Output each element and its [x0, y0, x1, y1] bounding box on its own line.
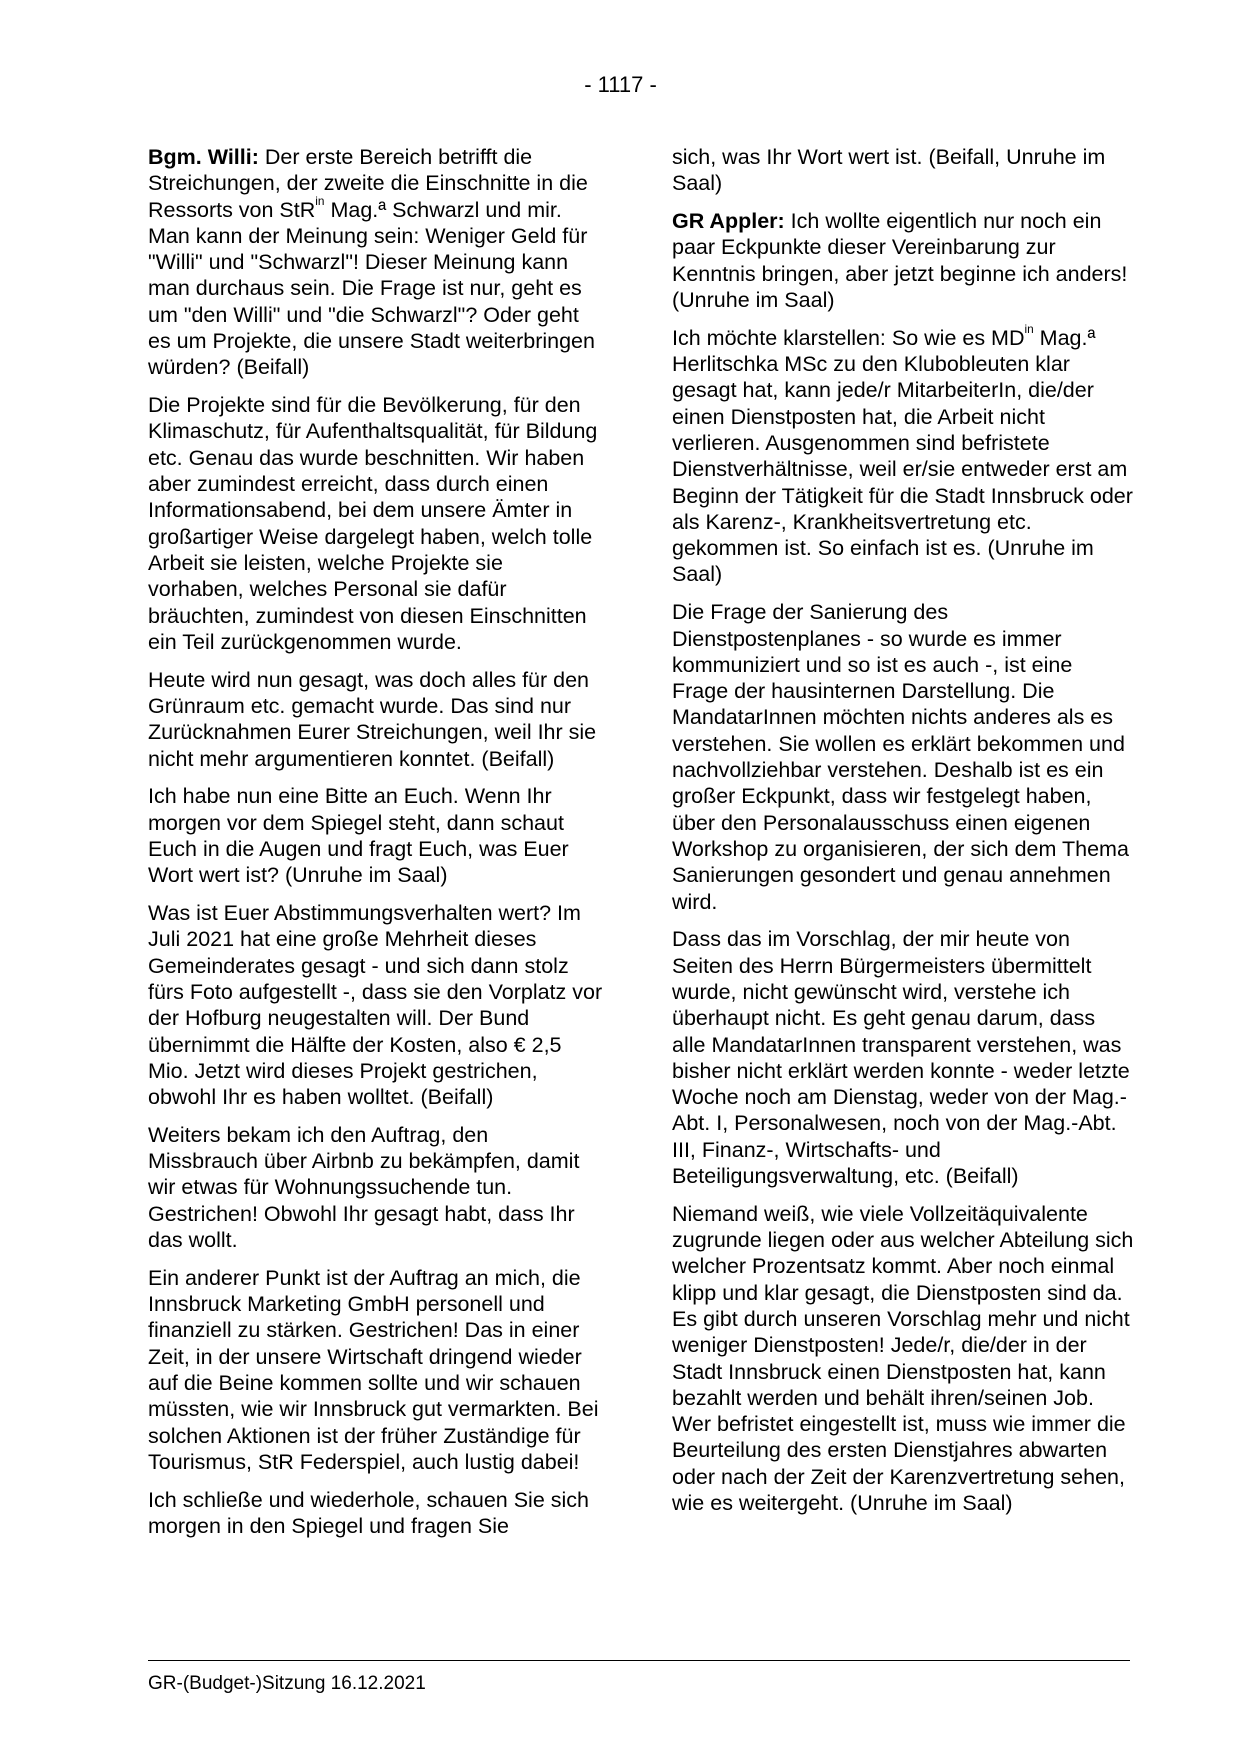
footer-divider	[148, 1660, 1130, 1661]
paragraph: Ein anderer Punkt ist der Auftrag an mich, die Innsbruck Marketing GmbH personell und finanziell zu stärken. Gestrichen! Das in einer Zeit, in der unsere Wirtschaft dringend wieder auf die Beine kommen sollte und wir schauen müssten, wie wir Innsbruck gut vermarkten. Bei solchen Aktionen ist der früher Zuständige für Tourismus, StR Federspiel, auch lustig dabei!	[148, 1265, 599, 1474]
paragraph: Ich schließe und wiederhole, schauen Sie sich morgen in den Spiegel und fragen Sie	[148, 1487, 590, 1539]
paragraph: Die Projekte sind für die Bevölkerung, für den Klimaschutz, für Aufenthaltsqualität, für Bildung etc. Genau das wurde beschnitten. Wir haben aber zumindest erreicht, dass durch einen Informationsabend, bei dem unsere Ämter in großartiger Weise dargelegt haben, welch tolle Arbeit sie leisten, welche Projekte sie vorhaben, welches Personal sie dafür bräuchten, zumindest von diesen Einschnitten ein Teil zurückgenommen wurde.	[148, 393, 598, 654]
paragraph: GR Appler: Ich wollte eigentlich nur noch ein paar Eckpunkte dieser Vereinbarung zur Kenntnis bringen, aber jetzt beginne ich anders! (Unruhe im Saal)	[672, 209, 1128, 312]
paragraph: Ich möchte klarstellen: So wie es $MD^{in}$ Mag.ª Herlitschka MSc zu den Klubobleuten klar gesagt hat, kann jede/r MitarbeiterIn, die/der einen Dienstposten hat, die Arbeit nicht verlieren. Ausgenommen sind befristete Dienstverhältnisse, weil er/sie entweder erst am Beginn der Tätigkeit für die Stadt Innsbruck oder als Karenz-, Krankheitsvertretung etc. gekommen ist. So einfach ist es. (Unruhe im Saal)	[672, 322, 1133, 587]
paragraph: Ich habe nun eine Bitte an Euch. Wenn Ihr morgen vor dem Spiegel steht, dann schaut Euch in die Augen und fragt Euch, was Euer Wort wert ist? (Unruhe im Saal)	[148, 784, 569, 888]
right-column	[672, 144, 1134, 1528]
paragraph: Die Frage der Sanierung des Dienstpostenplanes - so wurde es immer kommuniziert und so ist es auch -, ist eine Frage der hausinternen Darstellung. Die MandatarInnen möchten nichts anderes als es verstehen. Sie wollen es erklärt bekommen und nachvollziehbar verstehen. Deshalb ist es ein großer Eckpunkt, dass wir festgelegt haben, über den Personalausschuss einen eigenen Workshop zu organisieren, der sich dem Thema Sanierungen gesondert und genau annehmen wird.	[672, 600, 1129, 914]
paragraph: Niemand weiß, wie viele Vollzeitäquivalente zugrunde liegen oder aus welcher Abteilung sich welcher Prozentsatz kommt. Aber noch einmal klipp und klar gesagt, die Dienstposten sind da. Es gibt durch unseren Vorschlag mehr und nicht weniger Dienstposten! Jede/r, die/der in der Stadt Innsbruck einen Dienstposten hat, kann bezahlt werden und behält ihren/seinen Job. Wer befristet eingestellt ist, muss wie immer die Beurteilung des ersten Dienstjahres abwarten oder nach der Zeit der Karenzvertretung sehen, wie es weitergeht. (Unruhe im Saal)	[672, 1201, 1134, 1516]
left-column	[148, 144, 603, 1551]
paragraph: Was ist Euer Abstimmungsverhalten wert? Im Juli 2021 hat eine große Mehrheit dieses Gemeinderates gesagt - und sich dann stolz fürs Foto aufgestellt -, dass sie den Vorplatz vor der Hofburg neugestalten will. Der Bund übernimmt die Hälfte der Kosten, also € 2,5 Mio. Jetzt wird dieses Projekt gestrichen, obwohl Ihr es haben wolltet. (Beifall)	[148, 901, 603, 1110]
paragraph: Heute wird nun gesagt, was doch alles für den Grünraum etc. gemacht wurde. Das sind nur Zurücknahmen Eurer Streichungen, weil Ihr sie nicht mehr argumentieren konntet. (Beifall)	[148, 667, 597, 771]
paragraph: Weiters bekam ich den Auftrag, den Missbrauch über Airbnb zu bekämpfen, damit wir etwas für Wohnungssuchende tun. Gestrichen! Obwohl Ihr gesagt habt, dass Ihr das wollt.	[148, 1122, 580, 1253]
paragraph: Dass das im Vorschlag, der mir heute von Seiten des Herrn Bürgermeisters übermittelt wurde, nicht gewünscht wird, verstehe ich überhaupt nicht. Es geht genau darum, dass alle MandatarInnen transparent verstehen, was bisher nicht erklärt werden konnte - weder letzte Woche noch am Dienstag, weder von der Mag.-Abt. I, Personalwesen, noch von der Mag.-Abt. III, Finanz-, Wirtschafts- und Beteiligungsverwaltung, etc. (Beifall)	[672, 927, 1130, 1188]
paragraph: Bgm. Willi: Der erste Bereich betrifft die Streichungen, der zweite die Einschnitte in die Ressorts von StR$^{in}$ Mag.ª Schwarzl und mir. Man kann der Meinung sein: Weniger Geld für "Willi" und "Schwarzl"! Dieser Meinung kann man durchaus sein. Die Frage ist nur, geht es um "den Willi" und "die Schwarzl"? Oder geht es um Projekte, die unsere Stadt weiterbringen würden? (Beifall)	[148, 145, 595, 380]
speaker-name: GR Appler:	[672, 209, 785, 234]
page-number: - 1117 -	[584, 72, 657, 97]
speaker-name: Bgm. Willi:	[148, 145, 259, 169]
footer-text: GR-(Budget-)Sitzung 16.12.2021	[148, 1673, 426, 1694]
paragraph: sich, was Ihr Wort wert ist. (Beifall, Unruhe im Saal)	[672, 145, 1106, 196]
